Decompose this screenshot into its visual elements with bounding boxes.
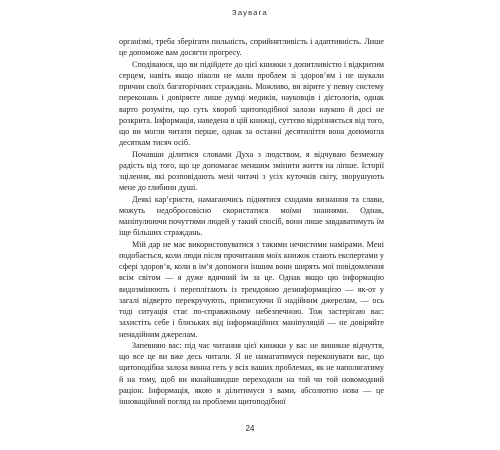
page-number: 24 bbox=[245, 424, 255, 433]
paragraph: Запевняю вас: під час читання цієї книжки у вас не виникне відчуття, що все це ви вже десь читали. Я не намагатимуся переконувати вас, що щитоподібна залоза винна геть у всіх ваших проблемах, як не наполягатиму й на тому, щоб ви якнайшвидше переходили на той чи той новомодний раціон. Інформація, якою я ділитимуся з вами, абсолютно нова — це інноваційний погляд на проблеми щитоподібної bbox=[119, 340, 384, 406]
paragraph: організмі, треба зберігати пильність, сприйнятливість і адаптивність. Лише це допоможе вам досягти прогресу. bbox=[119, 37, 384, 58]
body-text bbox=[119, 36, 384, 407]
paragraph: Сподіваюся, що ви підійдете до цієї книжки з допитливістю і відкритим серцем, навіть якщо ніколи не мали проблем зі здоров’ям і не шукали причин своїх багаторічних страждань. Можливо, ви вірите у певну систему переконань і довіряєте лише думці медиків, науковців і дієтологів, однак варто розуміти, що суть хвороб щитоподібної залози наукою й досі не розкрита. Інформація, наведена в цій книжці, суттєво відрізняється від того, що ви могли читати перше, однак за останні десятиліття вона допомогла десяткам тисяч осіб. bbox=[119, 59, 384, 148]
paragraph: Почавши ділитися словами Духа з людством, я відчуваю безмежну радість від того, що це допомагає меншим змінити життя на ліпше. Історії зцілення, які розповідають мені читачі з усіх куточків світу, зворушують мене до глибини душі. bbox=[119, 149, 384, 193]
running-header: Заувага bbox=[232, 8, 268, 17]
paragraph: Мій дар не має використовуватися з такими нечистими намірами. Мені подобається, коли люди після прочитання моїх книжок стають експертами у сфері здоров’я, коли в ім’я допомоги іншим вони ширять мої повідомлення всім світом — я дуже вдячний їм за це. Однак якщо цю інформацію видозмінюють і переплітають із трендовою дезинформацією — як-от у загалі відверто перекручують, приписуючи її надійним джерелам, — ось тоді ситуація стає по-справжньому небезпечною. Тож застерігаю вас: захистіть себе і близьких від інформаційних маніпуляцій — не довіряйте ненадійним джерелам. bbox=[119, 239, 384, 339]
paragraph: Деякі кар’єристи, намагаючись піднятися сходами визнання та слави, можуть недобросовісно скористатися моїми знаннями. Однак, маніпулюючи почуттями людей у такий спосіб, вони лише завдаватимуть їм іще більших страждань. bbox=[119, 194, 384, 238]
